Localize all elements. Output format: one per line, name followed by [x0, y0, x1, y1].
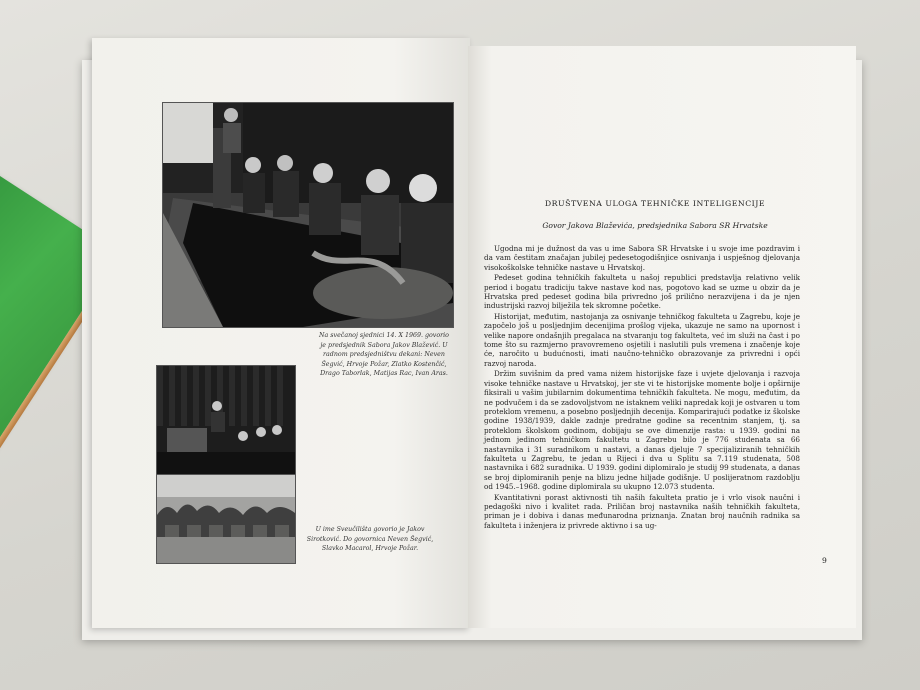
- paragraph: Kvantitativni porast aktivnosti tih naših fakulteta pratio je i vrlo visok naučni i pedagoški nivo i kvalitet rada. Priličan broj nastavnika naših tehničkih fakulteta, priman je i dobiva i danas međunarodna priznanja. Znatan broj naučnih radnika sa fakulteta i inženjera iz privrede aktivno i sa ug-: [484, 492, 800, 530]
- article-body: [484, 244, 800, 531]
- page-number: 9: [822, 556, 827, 565]
- paragraph: Pedeset godina tehničkih fakulteta u našoj republici predstavlja relativno velik period i bogatu tradiciju takve nastave kod nas, pogotovo kad se uzme u obzir da je Hrvatska pred pedeset godina bila privredno još prilično nerazvijena i da je njen industrijski razvoj bilježila tek skromne početke.: [484, 273, 800, 311]
- photo-speaker: [156, 365, 296, 475]
- paragraph: Držim suvišnim da pred vama niżem historijske faze i uvjete djelovanja i razvoja visoke tehničke nastave u Hrvatskoj, jer ste vi te historijske momente bolje i opširnije fiksirali u vašim jubilarnim dokumentima tehničkih fakulteta. Ne mogu, međutim, da ne podvučem i da se zadovoljstvom ne istaknem veliki napredak koji je ostvaren u tom proteklom vremenu, a posebno posljednjih decenija. Komparirajući podatke iz školske godine 1938/1939, dakle zadnje predratne godine sa recentnim stanjem, tj. sa proteklom školskom godinom, dobijaju se ove dimenzije rasta: u 1939. godini na jednom jedinom tehničkom fakultetu u Zagrebu bilo je 776 studenata sa 66 nastavnika i 31 suradnikom u nastavi, a danas djeluje 7 specijaliziranih tehničkih fakulteta u Zagrebu, te jedan u Rijeci i dva u Splitu sa 7.119 studenata, 508 nastavnika i 682 suradnika. U 1939. godini diplomiralo je studij 99 studenata, a danas se broj diplomiranih penje na blizu jedne hiljade godišnje. U poslijeratnom razdoblju od 1945.–1968. godine diplomirala su ukupno 12.073 studenta.: [484, 369, 800, 492]
- photo-caption-bottom: U ime Sveučilišta govorio je Jakov Sirotković. Do govornica Neven Šegvić, Slavko Macarol, Hrvoje Požar.: [306, 526, 434, 552]
- article-subtitle: Govor Jakova Blaževića, predsjednika Sabora SR Hrvatske: [542, 221, 768, 230]
- article-title: DRUŠTVENA ULOGA TEHNIČKE INTELIGENCIJE: [544, 199, 766, 208]
- photo-stage-plants-image: [157, 475, 295, 563]
- photo-speaker-image: [157, 366, 295, 474]
- paragraph: Historijat, međutim, nastojanja za osnivanje tehničkog fakulteta u Zagrebu, koje je započelo još u posljednjim decenijima prošlog vijeka, ukazuje ne samo na upornost i velike napore ondašnjih pregalaca na stvaranju tog fakulteta, već im služi na čast i po tome što su razmjerno pravovremeno osjetili i naslutili puls vremena i značenje koje će, naročito u budućnosti, imati naučno-tehničko obrazovanje za privredni i opći razvoj naroda.: [484, 311, 800, 368]
- photo-presidium: [162, 102, 454, 328]
- photo-stage-plants: [156, 474, 296, 564]
- photo-caption-top: Na svečanoj sjednici 14. X 1969. govorio je predsjednik Sabora Jakov Blažević. U radnom predsjedništvu dekani: Neven Šegvić, Hrvoje Požar, Zlatko Kostenčić, Drago Taborlak, Matijas Rac, Ivan Aras.: [319, 332, 449, 377]
- paragraph: Ugodna mi je dužnost da vas u ime Sabora SR Hrvatske i u svoje ime pozdravim i da vam čestitam značajan jubilej pedesetogodišnjice osnivanja i uspješnog djelovanja visokoškolske tehničke nastave u Hrvatskoj.: [484, 244, 800, 272]
- photo-presidium-image: [163, 103, 453, 327]
